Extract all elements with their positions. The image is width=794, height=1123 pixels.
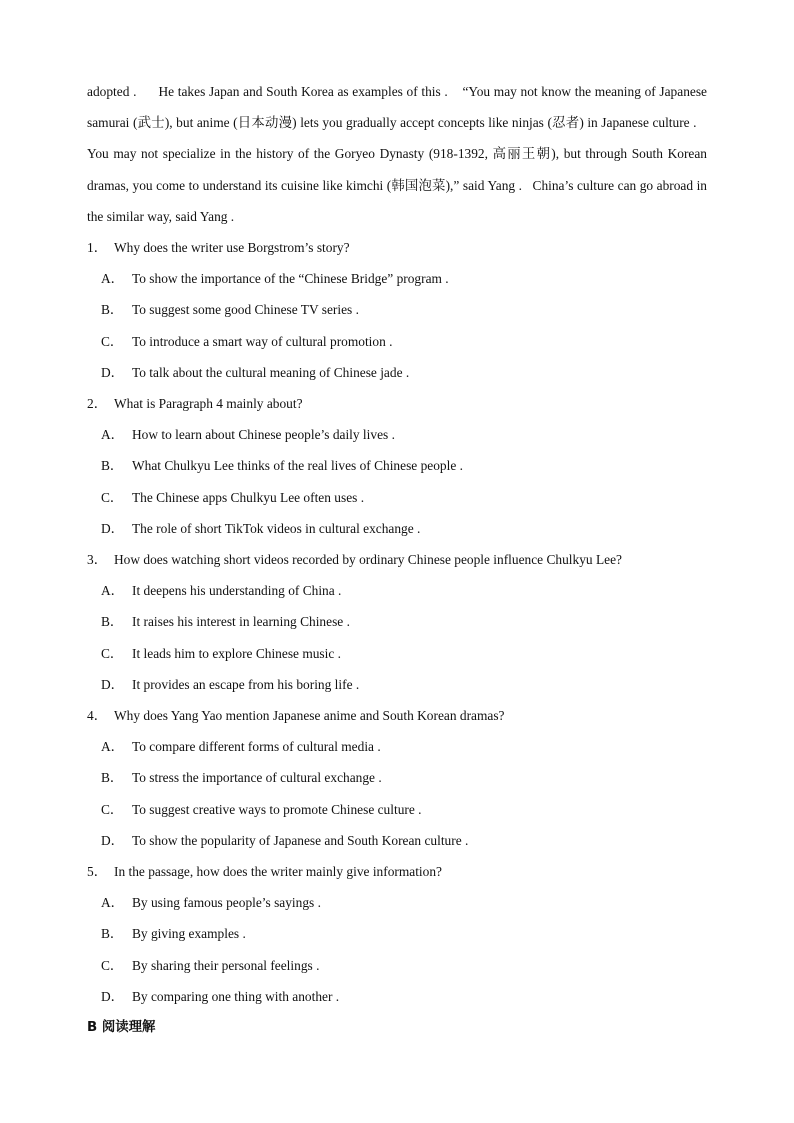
passage-paragraph: adopted . He takes Japan and South Korea as examples of this . “You may not know the meaning of Japanese samurai (武士), but anime (日本动漫) lets you gradually accept concepts like ninjas (忍者) in Japanese culture . You may not specialize in the history of the Goryeo Dynasty (918-1392, 高丽王朝), but through South Korean dramas, you come to understand its cuisine like kimchi (韩国泡菜),” said Yang . China’s culture can go abroad in the similar way, said Yang . [87,84,707,224]
option-text: It deepens his understanding of China . [132,583,342,599]
option-a [87,419,707,450]
option-text: It provides an escape from his boring life . [132,676,360,692]
option-text: By using famous people’s sayings . [132,895,321,911]
question-text: Why does Yang Yao mention Japanese anime and South Korean dramas? [114,708,505,723]
option-d [87,825,707,856]
option-text: By comparing one thing with another . [132,988,340,1004]
option-c [87,638,707,669]
option-letter: C． [101,333,124,349]
option-c [87,950,707,981]
question-text: Why does the writer use Borgstrom’s story? [114,240,350,255]
question-stem [87,232,707,263]
option-letter: B． [101,770,124,786]
option-text: To show the importance of the “Chinese Bridge” program . [132,271,449,287]
option-text: The role of short TikTok videos in cultural exchange . [132,520,421,536]
question-stem [87,856,707,887]
option-text: To stress the importance of cultural exchange . [132,770,382,786]
option-letter: C． [101,645,124,661]
question-stem [87,388,707,419]
option-c [87,794,707,825]
option-a [87,731,707,762]
question-stem [87,700,707,731]
option-b [87,450,707,481]
option-text: To compare different forms of cultural media . [132,739,381,755]
question-5 [87,856,707,1012]
question-text: In the passage, how does the writer mainly give information? [114,864,442,879]
option-a [87,263,707,294]
option-text: By giving examples . [132,926,246,942]
option-c [87,482,707,513]
option-text: It leads him to explore Chinese music . [132,645,341,661]
option-letter: B． [101,926,124,942]
option-text: What Chulkyu Lee thinks of the real lives of Chinese people . [132,458,463,474]
question-number: 5． [87,864,108,879]
option-d [87,513,707,544]
option-letter: C． [101,957,124,973]
option-letter: D． [101,676,125,692]
option-text: To suggest some good Chinese TV series . [132,302,359,318]
option-b [87,606,707,637]
option-d [87,981,707,1012]
question-text: What is Paragraph 4 mainly about? [114,396,303,411]
option-text: To suggest creative ways to promote Chinese culture . [132,801,422,817]
question-number: 2． [87,396,108,411]
question-stem [87,544,707,575]
option-letter: D． [101,520,125,536]
question-number: 3． [87,552,108,567]
option-text: It raises his interest in learning Chinese . [132,614,350,630]
option-text: To show the popularity of Japanese and South Korean culture . [132,832,469,848]
question-text: How does watching short videos recorded by ordinary Chinese people influence Chulkyu Lee? [114,552,622,567]
option-b [87,762,707,793]
question-number: 1． [87,240,108,255]
option-b [87,294,707,325]
question-1 [87,232,707,388]
option-letter: A． [101,427,125,443]
option-letter: C． [101,489,124,505]
option-letter: A． [101,895,125,911]
option-a [87,887,707,918]
option-letter: A． [101,583,125,599]
option-letter: B． [101,458,124,474]
option-letter: B． [101,614,124,630]
question-2 [87,388,707,544]
option-text: How to learn about Chinese people’s daily lives . [132,427,395,443]
option-letter: D． [101,988,125,1004]
option-d [87,357,707,388]
option-b [87,918,707,949]
option-letter: A． [101,739,125,755]
option-c [87,326,707,357]
option-text: To introduce a smart way of cultural promotion . [132,333,393,349]
section-heading: B 阅读理解 [87,1020,156,1035]
option-letter: D． [101,364,125,380]
option-text: The Chinese apps Chulkyu Lee often uses . [132,489,365,505]
option-a [87,575,707,606]
option-letter: D． [101,832,125,848]
option-d [87,669,707,700]
question-number: 4． [87,708,108,723]
option-letter: C． [101,801,124,817]
question-4 [87,700,707,856]
option-text: To talk about the cultural meaning of Chinese jade . [132,364,410,380]
option-letter: B． [101,302,124,318]
question-3 [87,544,707,700]
option-text: By sharing their personal feelings . [132,957,320,973]
option-letter: A． [101,271,125,287]
